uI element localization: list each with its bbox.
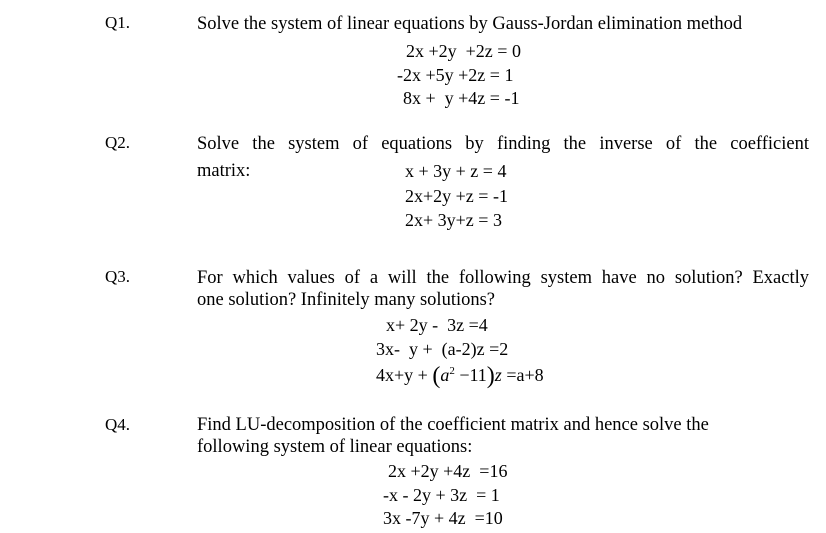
question-prompt-line: following system of linear equations:	[197, 437, 473, 457]
variable: z	[494, 365, 502, 385]
equation: -x - 2y + 3z = 1	[383, 485, 500, 505]
exponent: 2	[449, 365, 455, 377]
question-prompt-line: one solution? Infinitely many solutions?	[197, 290, 496, 310]
question-label: Q1.	[105, 13, 131, 32]
equation-part: =a+8	[501, 365, 544, 385]
equation	[376, 363, 544, 389]
equation: 8x + y +4z = -1	[403, 88, 520, 108]
equation: 2x+2y +z = -1	[405, 186, 508, 206]
equation-part: 4x+y +	[376, 365, 433, 385]
question-label: Q2.	[105, 133, 131, 152]
equation: 3x -7y + 4z =10	[383, 508, 503, 528]
equation: x + 3y + z = 4	[405, 161, 507, 181]
close-paren: )	[486, 363, 495, 389]
equation-part: −11	[454, 365, 487, 385]
variable: a	[440, 365, 450, 385]
question-prompt-line: Solve the system of equations by finding the inverse of the coefficient	[197, 134, 809, 154]
question-label: Q3.	[105, 267, 131, 286]
equation: 3x- y + (a-2)z =2	[376, 339, 509, 359]
equation: 2x +2y +4z =16	[388, 461, 508, 481]
equation: x+ 2y - 3z =4	[386, 315, 488, 335]
question-prompt-line: For which values of a will the following system have no solution? Exactly	[197, 268, 809, 288]
question-prompt: Solve the system of linear equations by Gauss-Jordan elimination method	[197, 14, 743, 34]
question-label: Q4.	[105, 415, 131, 434]
open-paren: (	[432, 363, 441, 389]
equation: -2x +5y +2z = 1	[397, 65, 514, 85]
equation: 2x+ 3y+z = 3	[405, 210, 502, 230]
question-prompt-line: matrix:	[197, 161, 251, 181]
question-prompt-line: Find LU-decomposition of the coefficient matrix and hence solve the	[197, 415, 709, 435]
equation: 2x +2y +2z = 0	[406, 41, 521, 61]
